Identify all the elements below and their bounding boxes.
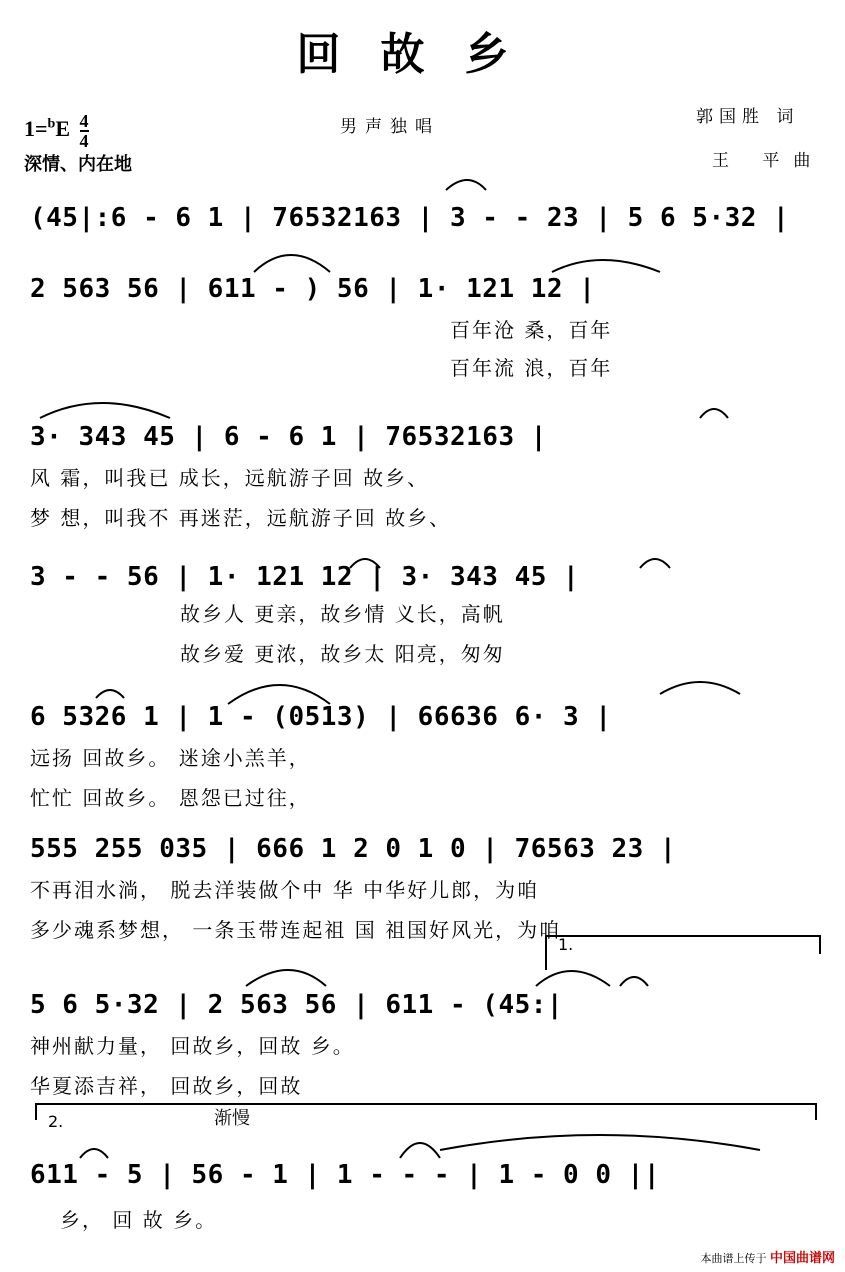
page-title: 回故乡 xyxy=(296,29,549,80)
slur-arc xyxy=(80,1149,108,1158)
slur-arc xyxy=(552,260,660,272)
genre-label: 男声独唱 xyxy=(340,117,440,137)
lyrics-verse-2: 多少魂系梦想， 一条玉带连起祖 国 祖国好风光，为咱 xyxy=(30,918,562,942)
slur-arc xyxy=(440,1135,760,1150)
footer-prefix: 本曲谱上传于 xyxy=(700,1252,767,1265)
slur-arc xyxy=(40,403,170,418)
notation-line: 3 - - 56 | 1· 121 12 | 3· 343 45 | xyxy=(30,562,580,592)
lyrics-verse-1: 乡， 回 故 乡。 xyxy=(60,1208,218,1232)
key-label: 1= xyxy=(24,116,48,142)
lyricist-credit: 郭国胜 词 xyxy=(696,107,800,127)
slur-arc xyxy=(640,559,670,568)
lyrics-verse-1: 故乡人 更亲，故乡情 义长，高帆 xyxy=(180,602,505,626)
lyrics-verse-1: 百年沧 桑，百年 xyxy=(450,318,613,342)
composer-credit: 王 平曲 xyxy=(712,151,825,171)
notation-line: 3· 343 45 | 6 - 6 1 | 76532163 | xyxy=(30,422,547,452)
volta-1-label: 1. xyxy=(558,935,574,954)
volta-2-label: 2. xyxy=(48,1112,64,1131)
lyrics-verse-1: 神州献力量， 回故乡，回故 乡。 xyxy=(30,1034,355,1058)
lyrics-verse-2: 百年流 浪，百年 xyxy=(450,356,613,380)
notation-line: 611 - 5 | 56 - 1 | 1 - - - | 1 - 0 0 || xyxy=(30,1160,660,1190)
lyrics-verse-2: 华夏添吉祥， 回故乡，回故 xyxy=(30,1074,303,1098)
slur-arc xyxy=(96,690,124,698)
slur-arc xyxy=(536,971,610,986)
slur-arc xyxy=(700,409,728,418)
lyrics-verse-2: 忙忙 回故乡。 恩怨已过往， xyxy=(30,786,311,810)
tempo-mark: 渐慢 xyxy=(214,1108,250,1129)
volta-2-bracket xyxy=(36,1104,816,1120)
lyrics-verse-2: 故乡爱 更浓，故乡太 阳亮，匆匆 xyxy=(180,642,505,666)
volta-1-bracket xyxy=(546,936,820,970)
notation-line: 555 255 035 | 666 1 2 0 1 0 | 76563 23 | xyxy=(30,834,677,864)
lyrics-verse-1: 风 霜，叫我已 成长，远航游子回 故乡、 xyxy=(30,466,430,490)
time-bottom: 4 xyxy=(79,131,89,151)
footer-site-logo: 中国曲谱网 xyxy=(769,1251,835,1266)
expression-mark: 深情、内在地 xyxy=(24,154,132,175)
flat-symbol: b xyxy=(47,116,56,132)
key-note: E xyxy=(55,116,71,142)
lyrics-verse-1: 不再泪水淌， 脱去洋装做个中 华 中华好儿郎，为咱 xyxy=(30,878,540,902)
slur-arc xyxy=(446,180,486,190)
lyrics-verse-2: 梦 想，叫我不 再迷茫，远航游子回 故乡、 xyxy=(30,506,452,530)
time-top: 4 xyxy=(79,111,89,131)
notation-line: 6 5326 1 | 1 - (0513) | 66636 6· 3 | xyxy=(30,702,612,732)
notation-line: (45|:6 - 6 1 | 76532163 | 3 - - 23 | 5 6 5·32 | xyxy=(30,203,790,233)
slur-arc xyxy=(350,559,380,568)
lyrics-verse-1: 远扬 回故乡。 迷途小羔羊， xyxy=(30,746,311,770)
slur-arc xyxy=(400,1143,440,1158)
slur-arc xyxy=(228,685,330,704)
notation-line: 5 6 5·32 | 2 563 56 | 611 - (45:| xyxy=(30,990,564,1020)
slur-arc xyxy=(246,970,326,986)
slur-arc xyxy=(254,255,330,272)
slur-arc xyxy=(660,682,740,694)
slur-arc xyxy=(620,977,648,986)
notation-line: 2 563 56 | 611 - ) 56 | 1· 121 12 | xyxy=(30,274,596,304)
